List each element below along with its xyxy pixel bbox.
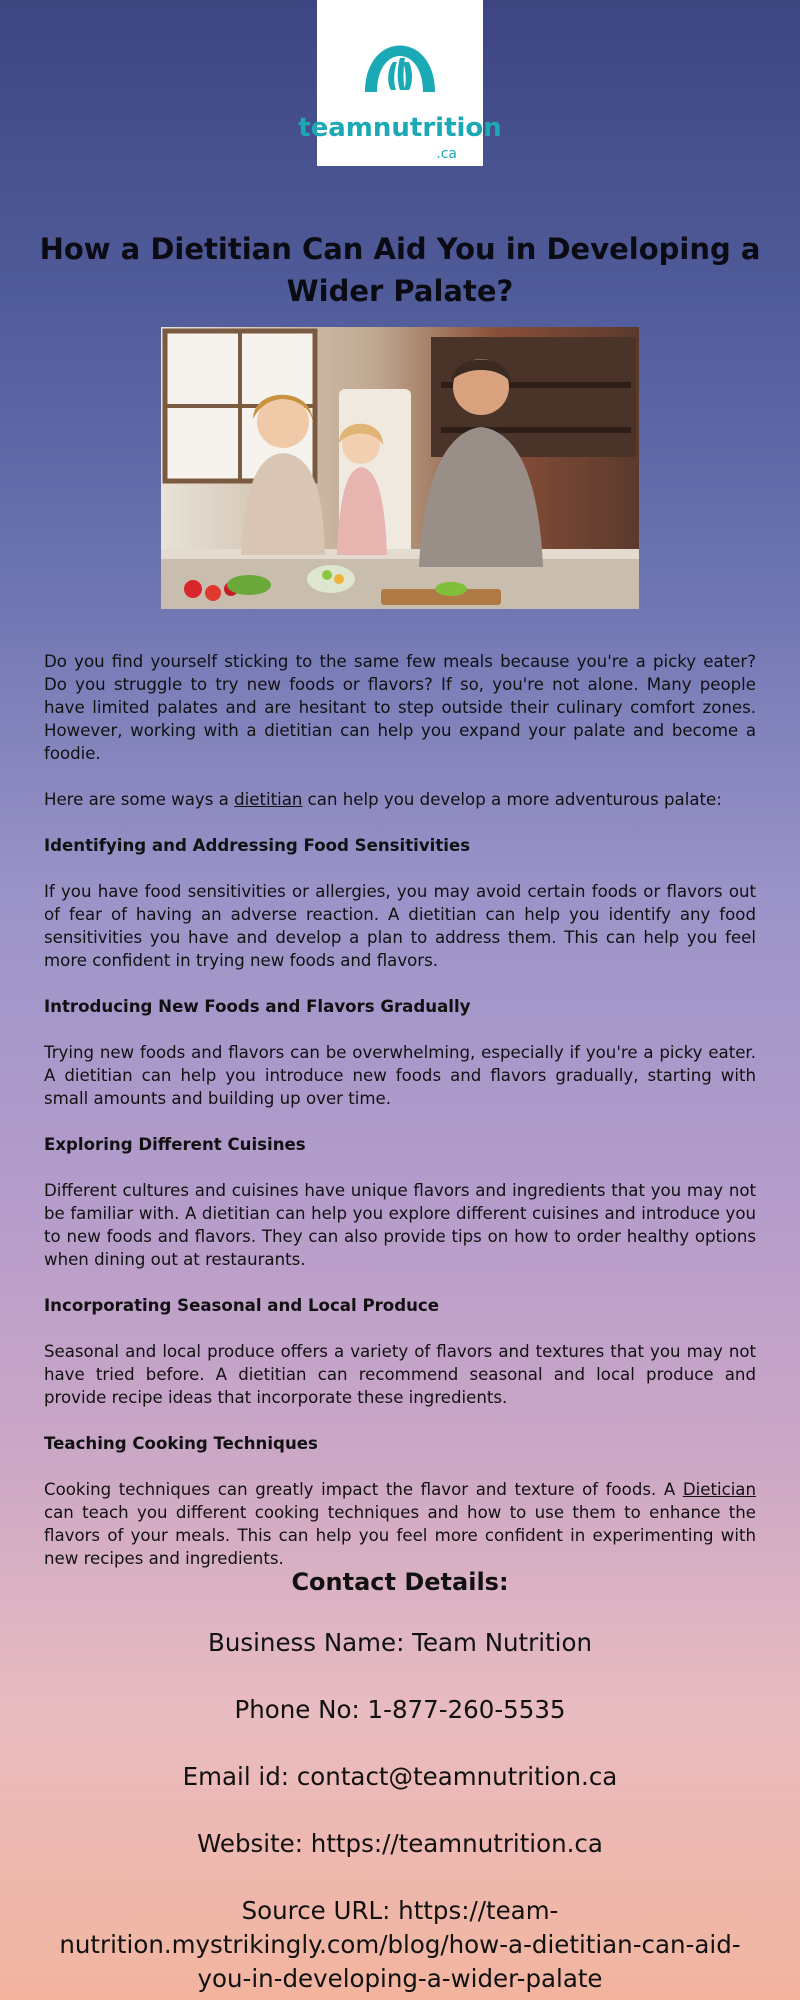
section-body-cuisines: Different cultures and cuisines have unique flavors and ingredients that you may not be familiar with. A dietitian can help you explore different cuisines and introduce you to new foods and flavors. They can also provide tips on how to order healthy options when dining out at restaurants. <box>44 1181 756 1269</box>
section-heading-seasonal: Incorporating Seasonal and Local Produce <box>44 1296 439 1315</box>
website-url: Website: https://teamnutrition.ca <box>197 1829 603 1858</box>
dietician-link[interactable]: Dietician <box>682 1480 756 1499</box>
dietitian-link[interactable]: dietitian <box>234 790 303 809</box>
cooking-text-after: can teach you different cooking techniques and how to use them to enhance the flavors of your meals. This can help you feel more confident in experimenting with new recipes and ingredients. <box>44 1503 756 1568</box>
page-title: How a Dietitian Can Aid You in Developing a Wider Palate? <box>39 232 761 308</box>
teamnutrition-logo[interactable] <box>298 0 502 166</box>
intro-paragraph: Do you find yourself sticking to the same few meals because you're a picky eater? Do you struggle to try new foods or flavors? If so, you're not alone. Many people have limited palates and are hesitant to step outside their culinary comfort zones. However, working with a dietitian can help you expand your palate and become a foodie. <box>44 652 756 763</box>
contact-details <box>40 1565 760 1996</box>
cooking-text-before: Cooking techniques can greatly impact the flavor and texture of foods. A <box>44 1480 683 1499</box>
email-address: Email id: contact@teamnutrition.ca <box>182 1762 618 1791</box>
family-cooking-image-icon <box>161 327 639 609</box>
hero-image <box>161 327 639 609</box>
article-body <box>44 650 756 1593</box>
phone-number: Phone No: 1-877-260-5535 <box>234 1695 566 1724</box>
section-heading-cuisines: Exploring Different Cuisines <box>44 1135 306 1154</box>
section-heading-cooking: Teaching Cooking Techniques <box>44 1434 318 1453</box>
section-body-sensitivities: If you have food sensitivities or allergies, you may avoid certain foods or flavors out of fear of having an adverse reaction. A dietitian can help you identify any food sensitivities you have and develop a plan to address them. This can help you feel more confident in trying new foods and flavors. <box>44 882 756 970</box>
logo-wordmark: teamnutrition <box>298 113 502 143</box>
section-heading-sensitivities: Identifying and Addressing Food Sensitivities <box>44 836 471 855</box>
section-body-gradual: Trying new foods and flavors can be overwhelming, especially if you're a picky eater. A dietitian can help you introduce new foods and flavors gradually, starting with small amounts and building up over time. <box>44 1043 756 1108</box>
section-body-cooking <box>44 1478 756 1570</box>
section-body-seasonal: Seasonal and local produce offers a variety of flavors and textures that you may not have tried before. A dietitian can recommend seasonal and local produce and provide recipe ideas that incorporate these ingredients. <box>44 1342 756 1407</box>
section-heading-gradual: Introducing New Foods and Flavors Gradually <box>44 997 471 1016</box>
business-name: Business Name: Team Nutrition <box>208 1628 592 1657</box>
source-url: Source URL: https://team-nutrition.mystrikingly.com/blog/how-a-dietitian-can-aid-you-in-developing-a-wider-palate <box>59 1896 741 1993</box>
logo-suffix: .ca <box>436 146 457 162</box>
contact-heading: Contact Details: <box>291 1568 509 1596</box>
ways-text-before: Here are some ways a <box>44 790 235 809</box>
logo-mark-icon <box>298 0 502 166</box>
ways-text-after: can help you develop a more adventurous palate: <box>302 790 722 809</box>
ways-paragraph <box>44 788 756 811</box>
